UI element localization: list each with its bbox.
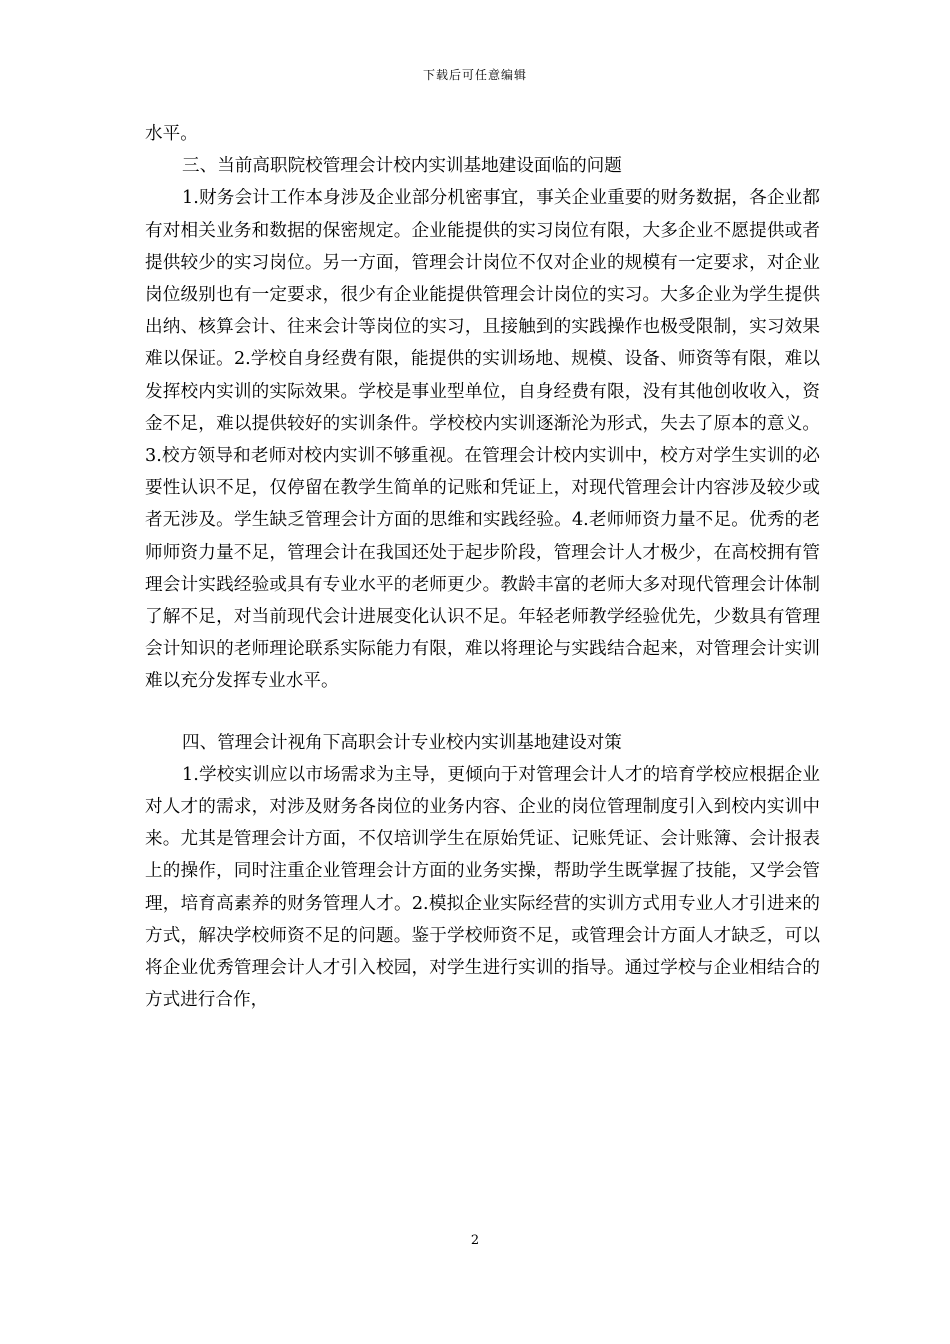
paragraph-continuation: 水平。 <box>145 124 198 144</box>
section-heading-3: 三、当前高职院校管理会计校内实训基地建设面临的问题 <box>182 156 622 177</box>
paragraph-countermeasures: 1.学校实训应以市场需求为主导，更倾向于对管理会计人才的培育学校应根据企业对人才的需求，对涉及财务各岗位的业务内容、企业的岗位管理制度引入到校内实训中来。尤其是管理会计方面，不仅培训学生在原始凭证、记账凭证、会计账簿、会计报表上的操作，同时注重企业管理会计方面的业务实操，帮助学生既掌握了技能，又学会管理，培育高素养的财务管理人才。2.模拟企业实际经营的实训方式用专业人才引进来的方式，解决学校师资不足的问题。鉴于学校师资不足，或管理会计方面人才缺乏，可以将企业优秀管理会计人才引入校园，对学生进行实训的指导。通过学校与企业相结合的方式进行合作， <box>145 764 820 1011</box>
page-number: 2 <box>470 1233 480 1248</box>
section-heading-4: 四、管理会计视角下高职会计专业校内实训基地建设对策 <box>182 732 622 753</box>
paragraph-problems: 1.财务会计工作本身涉及企业部分机密事宜，事关企业重要的财务数据，各企业都有对相关业务和数据的保密规定。企业能提供的实习岗位有限，大多企业不愿提供或者提供较少的实习岗位。另一方面，管理会计岗位不仅对企业的规模有一定要求，对企业岗位级别也有一定要求，很少有企业能提供管理会计岗位的实习。大多企业为学生提供出纳、核算会计、往来会计等岗位的实习，且接触到的实践操作也极受限制，实习效果难以保证。2.学校自身经费有限，能提供的实训场地、规模、设备、师资等有限，难以发挥校内实训的实际效果。学校是事业型单位，自身经费有限，没有其他创收收入，资金不足，难以提供较好的实训条件。学校校内实训逐渐沦为形式，失去了原本的意义。3.校方领导和老师对校内实训不够重视。在管理会计校内实训中，校方对学生实训的必要性认识不足，仅停留在教学生简单的记账和凭证上，对现代管理会计内容涉及较少或者无涉及。学生缺乏管理会计方面的思维和实践经验。4.老师师资力量不足。优秀的老师师资力量不足，管理会计在我国还处于起步阶段，管理会计人才极少，在高校拥有管理会计实践经验或具有专业水平的老师更少。教龄丰富的老师大多对现代管理会计体制了解不足，对当前现代会计进展变化认识不足。年轻老师教学经验优先，少数具有管理会计知识的老师理论联系实际能力有限，难以将理论与实践结合起来，对管理会计实训难以充分发挥专业水平。 <box>145 188 820 692</box>
document-body <box>145 118 820 1016</box>
page-header: 下载后可任意编辑 <box>422 68 527 82</box>
paragraph-gap <box>145 698 820 727</box>
